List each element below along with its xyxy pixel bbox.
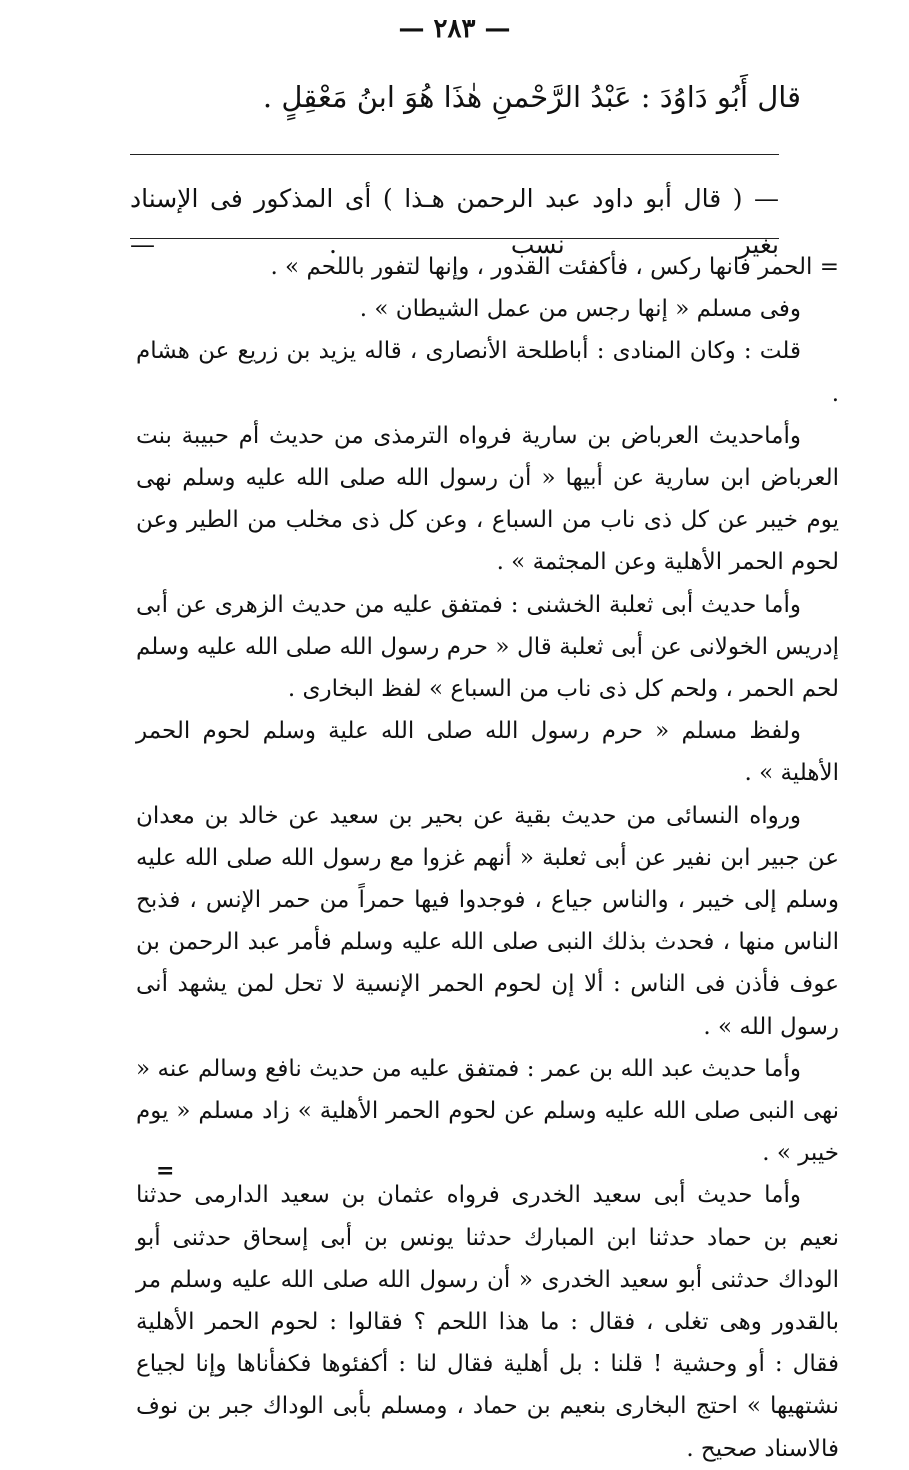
commentary-heading: — ( قال أبو داود عبد الرحمن هـذا ) أى المذكور فى الإسناد بغير نسب . — (130, 184, 779, 259)
paragraph: ورواه النسائى من حديث بقية عن بحير بن سعيد عن خالد بن معدان عن جبير ابن نفير عن أبى ثعلبة « أنهم غزوا مع رسول الله صلى الله عليه وسلم إلى خيبر ، والناس جياع ، فوجدوا فيها حمراً من حمر الإنس ، فذبح الناس منها ، فحدث بذلك النبى صلى الله عليه وسلم فأمر عبد الرحمن بن عوف فأذن فى الناس : ألا إن لحوم الحمر الإنسية لا تحل لمن يشهد أنى رسول الله » . (136, 802, 839, 1040)
main-text-line: قال أَبُو دَاوُدَ : عَبْدُ الرَّحْمنِ هٰذَا هُوَ ابنُ مَعْقِلٍ . (262, 80, 801, 114)
paragraph: قلت : وكان المنادى : أباطلحة الأنصارى ، قاله يزيد بن زريع عن هشام . (136, 338, 839, 407)
paragraph: وفى مسلم « إنها رجس من عمل الشيطان » . (359, 296, 801, 323)
continuation-mark: = (156, 1158, 175, 1184)
paragraph: وأماحديث العرباض بن سارية فرواه الترمذى من حديث أم حبيبة بنت العرباض ابن سارية عن أبيها « أن رسول الله صلى الله عليه وسلم نهى يوم خيبر عن كل ذى ناب من السباع ، وعن كل ذى مخلب من الطير وعن لحوم الحمر الأهلية وعن المجثمة » . (136, 422, 839, 576)
paragraph: وأما حديث أبى سعيد الخدرى فرواه عثمان بن سعيد الدارمى حدثنا نعيم بن حماد حدثنا ابن المبارك حدثنا يونس بن أبى إسحاق حدثنى أبو الوداك حدثنى أبو سعيد الخدرى « أن رسول الله صلى الله عليه وسلم مر بالقدور وهى تغلى ، فقال : ما هذا اللحم ؟ فقالوا : لحوم الحمر الأهلية فقال : أو وحشية ! قلنا : بل أهلية فقال لنا : أكفئوها فكفأناها وإنا لجياع نشتهيها » احتج البخارى بنعيم بن حماد ، ومسلم بأبى الوداك جبر بن نوف فالاسناد صحيح . (136, 1182, 839, 1462)
bottom-divider (130, 238, 779, 239)
commentary-body (136, 246, 839, 1470)
top-divider (130, 154, 779, 155)
page-number: — ٢٨٣ — (398, 14, 511, 44)
paragraph: وأما حديث أبى ثعلبة الخشنى : فمتفق عليه من حديث الزهرى عن أبى إدريس الخولانى عن أبى ثعلبة قال « حرم رسول الله صلى الله عليه وسلم لحم الحمر ، ولحم كل ذى ناب من السباع » لفظ البخارى . (136, 591, 839, 703)
paragraph: ولفظ مسلم « حرم رسول الله صلى الله علية وسلم لحوم الحمر الأهلية » . (136, 718, 839, 787)
paragraph: = الحمر فانها ركس ، فأكفئت القدور ، وإنها لتفور باللحم » . (270, 254, 839, 280)
paragraph: وأما حديث عبد الله بن عمر : فمتفق عليه من حديث نافع وسالم عنه « نهى النبى صلى الله عليه وسلم عن لحوم الحمر الأهلية » زاد مسلم « يوم خيبر » . (136, 1055, 839, 1167)
